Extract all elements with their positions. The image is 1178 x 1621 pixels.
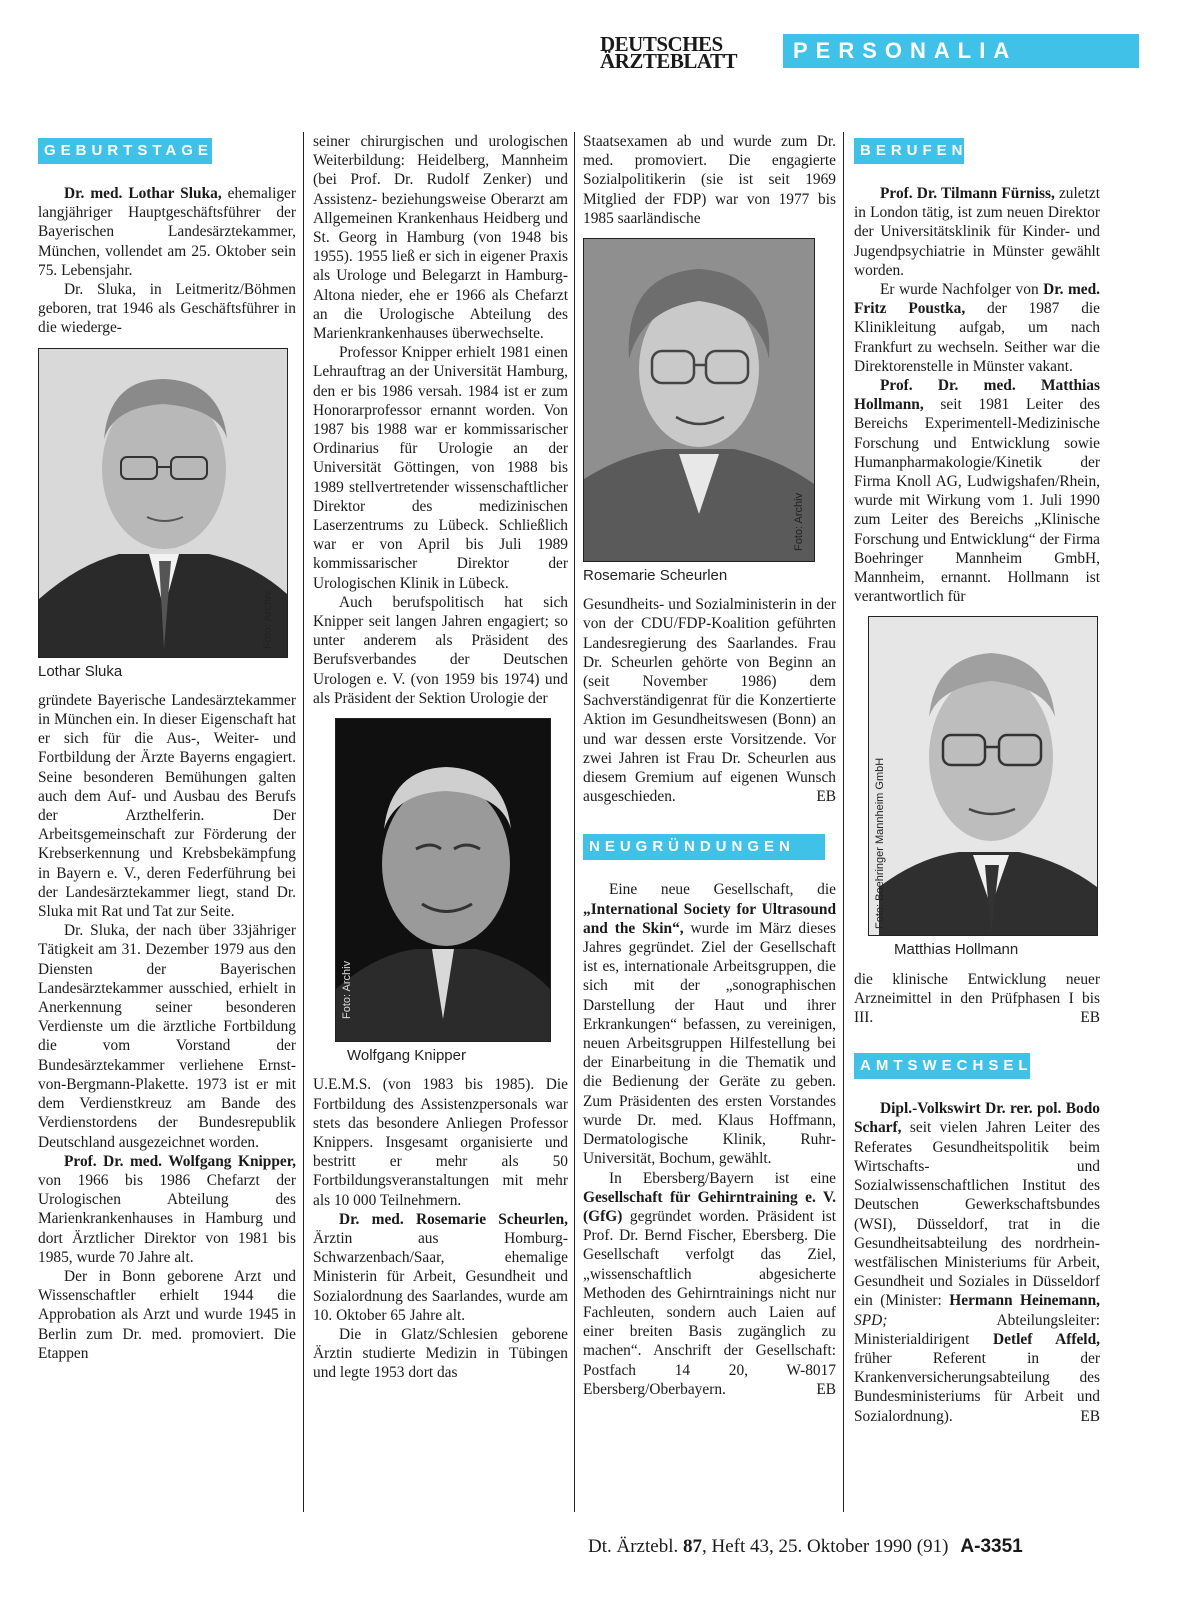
- author-signature: EB: [816, 1380, 836, 1398]
- paragraph: Dr. Sluka, in Leitmeritz/Böhmen geboren, trat 1946 als Geschäftsführer in die wiederge-: [38, 281, 296, 337]
- article-gehirntraining: In Ebersberg/Bayern ist eine Gesellschaft für Gehirntraining e. V. (GfG) gegründet worden. Präsident ist Prof. Dr. Bernd Fischer, Ebersberg. Die Gesellschaft verfolgt das Ziel, „wissenschaftlich abgesicherte Methoden des Gehirntrainings nicht nur Fachleuten, sondern auch Laien auf einer breiten Basis zugänglich zu machen“. Anschrift der Gesellschaft: Postfach 14 20, W-8017 Ebersberg/Oberbayern. EB: [583, 1169, 836, 1398]
- paragraph: Staatsexamen ab und wurde zum Dr. med. promoviert. Die engagierte Sozialpolitikerin (sie ist seit 1969 Mitglied der FDP) war von 1977 bis 1985 saarländische: [583, 133, 836, 227]
- column-2: [313, 132, 568, 1383]
- paragraph: Die in Glatz/Schlesien geborene Ärztin studierte Medizin in Tübingen und legte 1953 dort das: [313, 1325, 568, 1382]
- photo-caption: Lothar Sluka: [38, 662, 123, 680]
- section-head-geburtstage: GEBURTSTAGE: [38, 138, 212, 164]
- photo-matthias-hollmann: [868, 616, 1098, 936]
- portrait-image: [336, 719, 550, 1041]
- masthead-line1: DEUTSCHES: [600, 32, 723, 56]
- person-name: Detlef Affeld,: [993, 1330, 1100, 1348]
- column-3: [583, 132, 836, 1399]
- column-4: [854, 132, 1100, 1426]
- organization-name: Gesellschaft für Gehirntraining e. V. (GfG): [583, 1188, 836, 1225]
- page-footer: [588, 1536, 1023, 1558]
- article-scheurlen-intro: Dr. med. Rosemarie Scheurlen, Ärztin aus Homburg-Schwarzenbach/Saar, ehemalige Ministerin für Arbeit, Gesundheit und Sozialordnung des Saarlandes, wurde am 10. Oktober 65 Jahre alt.: [313, 1210, 568, 1324]
- page-number: A-3351: [960, 1536, 1023, 1557]
- article-hollmann: Prof. Dr. med. Matthias Hollmann, seit 1981 Leiter des Bereichs Experimentell-Medizinische Forschung und Entwicklung sowie Humanpharmakologie/Kinetik der Firma Knoll AG, Ludwigshafen/Rhein, wurde mit Wirkung vom 1. Juli 1990 zum Leiter des Bereichs „Klinische Forschung und Entwicklung“ der Firma Boehringer Mannheim GmbH, Mannheim, ernannt. Hollmann ist verantwortlich für: [854, 377, 1100, 606]
- journal-volume: 87: [682, 1536, 702, 1557]
- person-name: Prof. Dr. Tilmann Fürniss,: [880, 185, 1055, 202]
- photo-caption: Matthias Hollmann: [894, 941, 1019, 959]
- person-name: Prof. Dr. med. Matthias Hollmann,: [854, 377, 1100, 414]
- section-head-neugruendungen: NEUGRÜNDUNGEN: [583, 834, 825, 860]
- photo-lothar-sluka: [38, 348, 288, 658]
- issue-info: , Heft 43, 25. Oktober 1990 (91): [701, 1536, 949, 1557]
- section-head-amtswechsel: AMTSWECHSEL: [854, 1053, 1030, 1079]
- article-scharf: Dipl.-Volkswirt Dr. rer. pol. Bodo Scharf, seit vielen Jahren Leiter des Referates Gesundheitspolitik beim Wirtschafts- und Sozialwissenschaftlichen Institut des Deutschen Gewerkschaftsbundes (WSI), Düsseldorf, trat in die Gesundheitsabteilung des nordrhein-westfälischen Ministeriums für Arbeit, Gesundheit und Soziales in Düsseldorf ein (Minister: Hermann Heinemann, SPD; Abteilungsleiter: Ministerialdirigent Detlef Affeld, früher Referent in der Krankenversicherungsabteilung des Bundesministeriums für Arbeit und Sozialordnung). EB: [854, 1100, 1100, 1425]
- journal-masthead: [600, 32, 737, 73]
- person-name: Dr. med. Lothar Sluka,: [64, 185, 222, 202]
- person-name: Prof. Dr. med. Wolfgang Knipper,: [64, 1152, 296, 1170]
- article-knipper-intro: Prof. Dr. med. Wolfgang Knipper, von 1966 bis 1986 Chefarzt der Urologischen Abteilung des Marienkrankenhauses in Hamburg und dort Ärztlicher Direktor von 1981 bis 1985, wurde 70 Jahre alt.: [38, 1152, 296, 1266]
- photo-rosemarie-scheurlen: [583, 238, 815, 562]
- person-name: Dr. med. Rosemarie Scheurlen,: [339, 1210, 568, 1228]
- paragraph: Professor Knipper erhielt 1981 einen Lehrauftrag an der Universität Hamburg, den er bis 1986 versah. 1984 ist er zum Honorarprofessor ernannt worden. Von 1987 bis 1988 war er kommissarischer Ordinarius für Urologie an der Universität Göttingen, von 1988 bis 1989 stellvertretender wissenschaftlicher Direktor des medizinischen Laserzentrums zu Lübeck. Schließlich war er von April bis Juli 1989 kommissarischer Direktor der Urologischen Klinik in Lübeck.: [313, 344, 568, 592]
- journal-abbrev: Dt. Ärztebl.: [588, 1536, 679, 1557]
- photo-credit: Foto: Archiv: [341, 961, 353, 1020]
- photo-caption: Wolfgang Knipper: [347, 1047, 466, 1065]
- section-head-berufen: BERUFEN: [854, 138, 964, 164]
- person-name: Dipl.-Volkswirt Dr. rer. pol. Bodo Scharf,: [854, 1100, 1100, 1137]
- column-rule: [843, 132, 844, 1512]
- article-sluka-intro: Dr. med. Lothar Sluka, ehemaliger langjähriger Hauptgeschäftsführer der Bayerischen Landesärztekammer, München, vollendet am 25. Oktober sein 75. Lebensjahr.: [38, 185, 297, 279]
- party-name: SPD;: [854, 1311, 888, 1329]
- photo-wolfgang-knipper: [335, 718, 551, 1042]
- person-name: Dr. med. Fritz Poustka,: [854, 281, 1100, 318]
- portrait-image: [869, 617, 1097, 935]
- column-1: [38, 132, 296, 1363]
- author-signature: EB: [1080, 1407, 1100, 1425]
- paragraph: Auch berufspolitisch hat sich Knipper seit langen Jahren engagiert; so unter anderem als Präsident des Berufsverbandes der Deutschen Urologen e. V. (von 1959 bis 1974) und als Präsident der Sektion Urologie der: [313, 593, 568, 707]
- paragraph: seiner chirurgischen und urologischen Weiterbildung: Heidelberg, Mannheim (bei Prof. Dr. Rudolf Zenker) und Assistenz- beziehungsweise Oberarzt am Allgemeinen Krankenhaus Heidberg und St. Georg in Hamburg (von 1948 bis 1955). 1955 ließ er sich in eigener Praxis als Urologe und Belegarzt in Hamburg-Altona nieder, ehe er 1966 als Chefarzt an die Urologische Abteilung des Marienkrankenhauses überwechselte.: [313, 133, 568, 343]
- author-signature: EB: [816, 788, 836, 806]
- paragraph: U.E.M.S. (von 1983 bis 1985). Die Fortbildung des Assistenzpersonals war stets das besondere Anliegen Professor Knippers. Insgesamt organisierte und bestritt er mehr als 50 Fortbildungsveranstaltungen mit mehr als 10 000 Teilnehmern.: [313, 1076, 568, 1209]
- column-rule: [574, 132, 575, 1512]
- photo-credit: Foto: Archiv: [793, 492, 805, 552]
- portrait-image: [584, 239, 814, 561]
- paragraph: Gesundheits- und Sozialministerin in der von der CDU/FDP-Koalition geführten Landesregierung des Saarlandes. Frau Dr. Scheurlen gehörte von Beginn an (seit November 1986) dem Sachverständigenrat für die Konzertierte Aktion im Gesundheitswesen (Bonn) an und war dessen erste Vorsitzende. Vor zwei Jahren ist Frau Dr. Scheurlen aus diesem Gremium auf eigenen Wunsch ausgeschieden. EB: [583, 596, 836, 806]
- organization-name: „International Society for Ultrasound and the Skin“,: [583, 900, 836, 937]
- author-signature: EB: [1080, 1009, 1100, 1027]
- article-ultraschall: Eine neue Gesellschaft, die „International Society for Ultrasound and the Skin“, wurde im März dieses Jahres gegründet. Ziel der Gesellschaft ist es, internationale Arbeitsgruppen, die sich mit der „sonographischen Darstellung der Haut und ihrer Erkrankungen“ befassen, zu vereinigen, neuen Arbeitsgruppen Hilfestellung bei der Einarbeitung in die Thematik und die Bedienung der Geräte zu geben. Zum Präsidenten des ersten Vorstandes wurde Dr. med. Klaus Hoffmann, Dermatologische Klinik, Ruhr-Universität, Bochum, gewählt.: [583, 881, 836, 1168]
- paragraph: Der in Bonn geborene Arzt und Wissenschaftler erhielt 1944 die Approbation als Arzt und wurde 1945 in Berlin zum Dr. med. promoviert. Die Etappen: [38, 1267, 296, 1362]
- person-name: Hermann Heinemann,: [949, 1292, 1100, 1310]
- masthead-line2: ÄRZTEBLATT: [600, 49, 737, 73]
- portrait-image: [39, 349, 287, 657]
- paragraph: gründete Bayerische Landesärztekammer in München ein. In dieser Eigenschaft hat er sich für die Aus-, Weiter- und Fortbildung der Ärzte Bayerns engagiert. Seine besonderen Bemühungen galten auch dem Auf- und Ausbau des Berufs der Arzthelferin. Der Arbeitsgemeinschaft zur Förderung der Krebserkennung und Krebsbekämpfung in Bayern e. V., deren Federführung bei der Landesärztekammer liegt, stand Dr. Sluka mit Rat und Tat zur Seite.: [38, 691, 296, 921]
- photo-caption: Rosemarie Scheurlen: [583, 567, 728, 585]
- article-poustka: Er wurde Nachfolger von Dr. med. Fritz Poustka, der 1987 die Klinikleitung aufgab, um nach Frankfurt zu wechseln. Seither war die Direktorenstelle in Münster vakant.: [854, 281, 1101, 375]
- column-rule: [303, 132, 304, 1512]
- paragraph: Dr. Sluka, der nach über 33jähriger Tätigkeit am 31. Dezember 1979 aus den Diensten der Bayerischen Landesärztekammer ausschied, erhielt in Anerkennung seiner besonderen Verdienste um die ärztliche Fortbildung die vom Vorstand der Bundesärztekammer verliehene Ernst-von-Bergmann-Plakette. 1973 ist er mit dem Verdienstkreuz am Bande des Verdienstordens der Bundesrepublik Deutschland ausgezeichnet worden.: [38, 922, 296, 1151]
- photo-credit: Foto: Boehringer Mannheim GmbH: [874, 758, 886, 930]
- photo-credit: Foto: Archiv: [262, 590, 274, 649]
- paragraph: die klinische Entwicklung neuer Arzneimittel in den Prüfphasen I bis III. EB: [854, 970, 1100, 1027]
- section-banner: PERSONALIA: [783, 34, 1139, 68]
- article-fuerniss: Prof. Dr. Tilmann Fürniss, zuletzt in London tätig, ist zum neuen Direktor der Universitätsklinik für Kinder- und Jugendpsychiatrie in Münster gewählt worden.: [854, 185, 1100, 279]
